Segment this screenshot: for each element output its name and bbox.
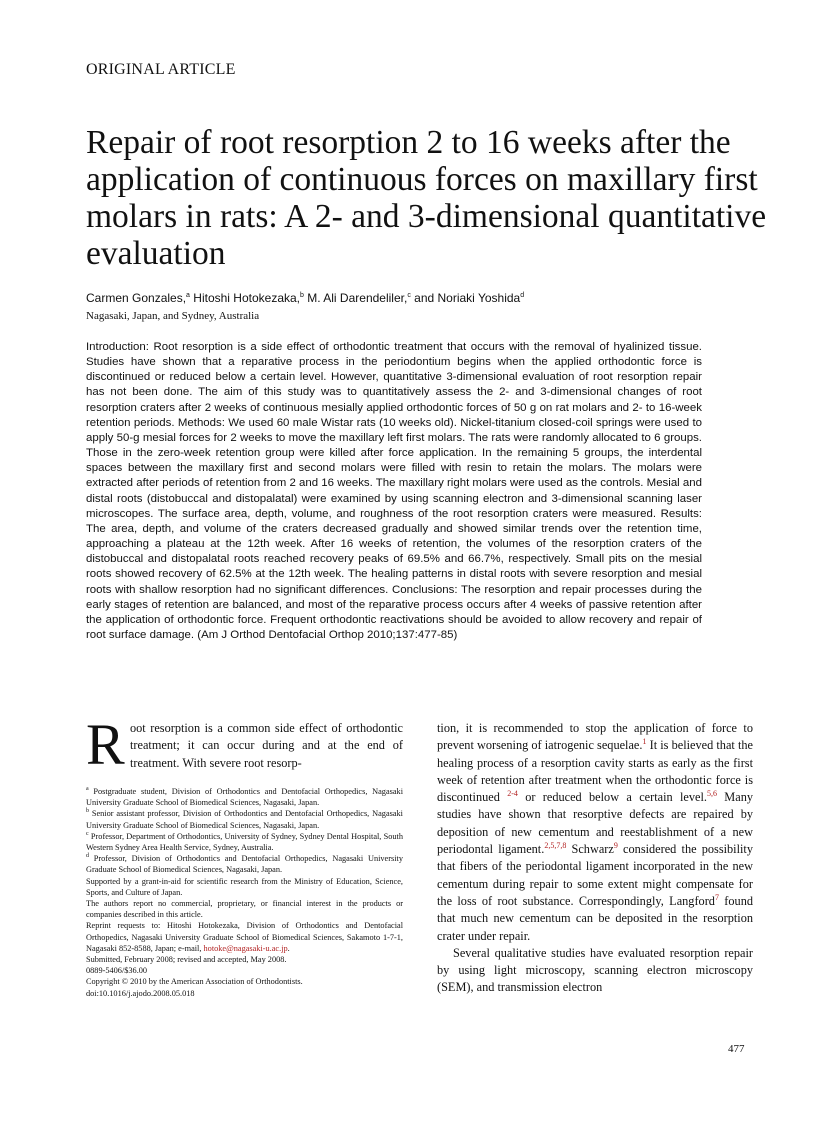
funding-note: Supported by a grant-in-aid for scientific research from the Ministry of Education, Science, Sports, and Culture of Japan.: [86, 876, 403, 897]
conflict-note: The authors report no commercial, proprietary, or financial interest in the products or companies described in this article.: [86, 899, 403, 920]
footnote-mark: d: [86, 853, 89, 860]
footnote-mark: a: [86, 786, 89, 793]
citation[interactable]: 5,6: [706, 789, 717, 799]
footnote-d: [86, 853, 403, 875]
body-text: considered the possibility that fibers of the periodontal ligament incorporated in the new cementum during repair to some extent might compensate for the loss of root substance. Correspondingly, Langford: [437, 842, 753, 908]
footnote-text: Professor, Division of Orthodontics and Dentofacial Orthopedics, Nagasaki University Graduate School of Biomedical Sciences, Nagasaki, Japan.: [86, 854, 403, 875]
body-paragraph: Several qualitative studies have evaluated resorption repair by using light microscopy, scanning electron microscopy (SEM), and transmission electron: [437, 945, 753, 995]
issn: 0889-5406/$36.00: [86, 966, 148, 976]
copyright: Copyright © 2010 by the American Association of Orthodontists.: [86, 977, 303, 987]
intro-paragraph: oot resorption is a common side effect of orthodontic treatment; it can occur during and at the end of treatment. With severe root resorp-: [130, 721, 403, 770]
section-label: ORIGINAL ARTICLE: [86, 61, 236, 78]
citation[interactable]: 2-4: [507, 789, 518, 799]
abstract: Introduction: Root resorption is a side effect of orthodontic treatment that occurs with the removal of hyalinized tissue. Studies have shown that a reparative process in the periodontium begins when the applied orthodontic force is discontinued or reduced below a certain level. However, quantitative 3-dimensional evaluation of root resorption repair has not been done. The aim of this study was to quantitatively assess the 2- and 3-dimensional changes of root resorption craters after 2 weeks of continuous mesially applied orthodontic forces of 50 g on rat molars and 2- to 16-week retention periods. Methods: We used 60 male Wistar rats (10 weeks old). Nickel-titanium closed-coil springs were used to apply 50-g mesial forces for 2 weeks to move the maxillary left first molars. The rats were randomly allocated to 6 groups. Those in the zero-week retention group were killed after force application. In the remaining 5 groups, the interdental spaces between the maxillary first and second molars were filled with resin to retain the molars. The molars were extracted after periods of retention from 2 and 16 weeks. The maxillary right molars were used as the controls. Mesial and distal roots (distobuccal and distopalatal) were examined by using scanning electron and 3-dimensional scanning laser microscopes. The surface area, depth, volume, and roughness of the root resorption craters were measured. Results: The area, depth, and volume of the craters decreased gradually and showed similar trends over the retention time, approaching a plateau at the 12th week. After 16 weeks of retention, the volumes of the resorption craters of the distobuccal and distopalatal roots reached recovery peaks of 69.5% and 66.7%, respectively. Small pits on the mesial roots showed recovery of 62.5% at the 12th week. The healing patterns in distal roots with severe resorption and mesial roots with shallow resorption had no significant differences. Conclusions: The resorption and repair processes during the early stages of retention are balanced, and most of the reparative process occurs after 4 weeks of passive retention after the application of orthodontic force. Frequent orthodontic reactivations should be avoided to allow recovery and repair of root surface damage. (Am J Orthod Dentofacial Orthop 2010;137:477-85): [86, 341, 702, 641]
author-mark: a: [186, 292, 190, 299]
citation[interactable]: 2,5,7,8: [544, 840, 567, 850]
body-text: or reduced below a certain level.: [517, 790, 707, 805]
footnote-c: [86, 831, 403, 853]
reprint-text: Reprint requests to: Hitoshi Hotokezaka, Division of Orthodontics and Dentofacial Orthopedics, Nagasaki University Graduate School of Biomedical Sciences, Sakamoto 1-7-1, Nagasaki 852-8588, Japan; e-mail,: [86, 921, 403, 953]
author-name: Carmen Gonzales,: [86, 291, 187, 305]
submission-dates: Submitted, February 2008; revised and accepted, May 2008.: [86, 955, 287, 965]
author-list: [86, 291, 524, 305]
drop-cap: R: [86, 712, 125, 777]
footnote-mark: c: [86, 831, 89, 838]
footnote-text: Senior assistant professor, Division of Orthodontics and Dentofacial Orthopedics, Nagasaki University Graduate School of Biomedical Sciences, Nagasaki, Japan.: [86, 809, 403, 830]
body-text: Many studies have shown that resorptive defects are repaired by deposition of new cementum and reestablishment of a new periodontal ligament.: [437, 790, 753, 857]
author-name: Hitoshi Hotokezaka,: [189, 291, 301, 305]
body-text: It is believed that the healing process of a resorption cavity starts as early as the first week of retention after treatment when the orthodontic force is discontinued: [437, 738, 753, 805]
body-paragraph: [437, 720, 753, 945]
body-text: found that much new cementum can be deposited in the resorption crater under repair.: [437, 893, 753, 943]
footnote-a: [86, 786, 403, 808]
author-name: M. Ali Darendeliler,: [303, 291, 408, 305]
citation[interactable]: 1: [642, 737, 647, 747]
email-link[interactable]: hotoke@nagasaki-u.ac.jp: [203, 943, 288, 953]
author-mark: d: [520, 292, 525, 299]
citation[interactable]: 9: [613, 840, 618, 850]
footnotes: [86, 786, 403, 999]
body-text: Schwarz: [566, 842, 614, 857]
right-column: [437, 720, 753, 997]
reprint-end: .: [287, 943, 290, 953]
footnote-b: [86, 808, 403, 830]
author-mark: b: [300, 292, 304, 299]
footnote-mark: b: [86, 808, 89, 815]
footnote-text: Postgraduate student, Division of Orthodontics and Dentofacial Orthopedics, Nagasaki University Graduate School of Biomedical Sciences, Nagasaki, Japan.: [86, 787, 403, 808]
author-name: and Noriaki Yoshida: [410, 291, 521, 305]
page-number: 477: [728, 1043, 745, 1055]
author-mark: c: [407, 292, 411, 299]
footnote-text: Professor, Department of Orthodontics, University of Sydney, Sydney Dental Hospital, South Western Sydney Area Health Service, Sydney, Australia.: [86, 831, 403, 853]
affiliation-location: Nagasaki, Japan, and Sydney, Australia: [86, 310, 260, 322]
doi: doi:10.1016/j.ajodo.2008.05.018: [86, 988, 195, 998]
citation[interactable]: 7: [714, 892, 719, 902]
reprint-note: [86, 920, 403, 954]
article-title: Repair of root resorption 2 to 16 weeks after the application of continuous forces on maxillary first molars in rats: A 2- and 3-dimensional quantitative evaluation: [86, 124, 767, 272]
body-text: tion, it is recommended to stop the application of force to prevent worsening of iatrogenic sequelae.: [437, 721, 753, 753]
